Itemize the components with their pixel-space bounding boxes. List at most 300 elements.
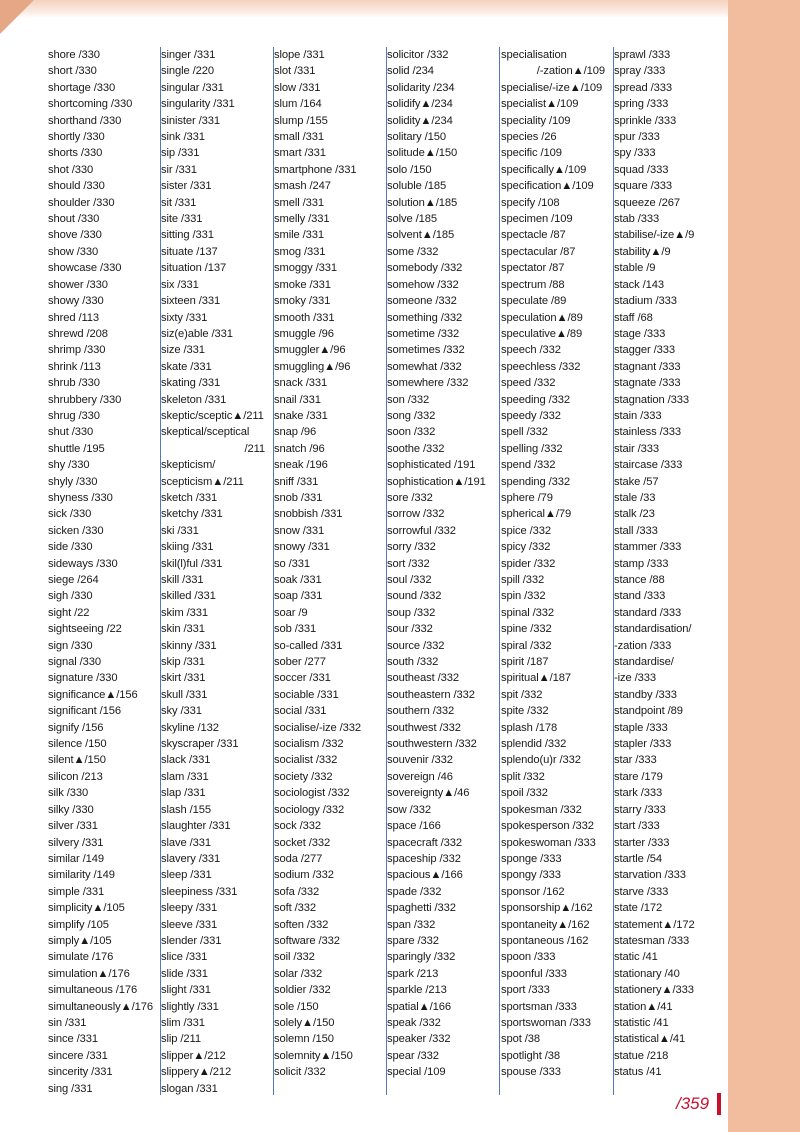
index-entry: soak /331 [274,574,322,586]
index-entry: simply▲/105 [48,934,112,947]
index-entry: sorry /332 [387,541,436,554]
index-entry: specific /109 [501,147,562,160]
index-entry: stage /333 [614,327,666,340]
index-entry: spicy /332 [501,541,551,554]
index-entry: sink /331 [161,131,205,144]
index-entry: simple /331 [48,885,105,898]
index-entry: spade /332 [387,885,442,898]
index-entry: sitting /331 [161,229,214,242]
index-entry: small /331 [274,131,324,144]
index-entry: slide /331 [161,967,208,980]
index-entry: shortcoming /330 [48,98,133,111]
index-entry: snobbish /331 [274,508,343,521]
index-entry: spur /333 [614,131,660,144]
index-entry: squad /333 [614,163,669,176]
index-entry: species /26 [501,131,557,144]
index-entry: snowy /331 [274,541,330,554]
index-entry: sow /332 [387,803,431,816]
index-entry: similarity /149 [48,869,115,882]
index-entry: sock /332 [274,820,321,833]
index-entry: spongy /333 [501,869,561,882]
index-entry: sodium /332 [274,869,334,882]
index-entry: stale /33 [614,491,656,504]
index-entry: specialist▲/109 [501,98,579,111]
index-entry: ski /331 [161,524,199,537]
index-entry: specifically▲/109 [501,163,587,176]
index-entry: sophisticated /191 [387,459,476,472]
index-entry: sovereignty▲/46 [387,787,470,800]
index-entry: standby /333 [614,688,677,701]
index-entry: sometimes /332 [387,344,465,357]
index-entry: slice /331 [161,951,208,964]
index-entry: soil /332 [274,951,315,964]
index-entry: signature /330 [48,672,118,685]
index-entry: south /332 [387,656,439,669]
index-entry: star /333 [614,754,657,767]
index-entry: smile /331 [274,229,324,242]
index-entry: speeding /332 [501,393,570,406]
index-entry: soldier /332 [274,984,331,997]
index-entry: stab /333 [614,213,660,226]
index-entry: smart /331 [274,147,326,160]
index-entry: spoonful /333 [501,967,567,980]
index-entry: shortly /330 [48,131,105,144]
index-entry: stabilise/-ize▲/9 [614,229,695,242]
index-entry: speech /332 [501,344,561,357]
index-entry: should /330 [48,180,105,193]
index-entry: shy /330 [48,459,90,472]
index-entry: slightly /331 [161,1000,219,1013]
index-entry: skinny /331 [161,639,217,652]
index-entry: social /331 [274,705,327,718]
index-entry: sociologist /332 [274,787,350,800]
index-entry: sober /277 [274,656,326,669]
index-entry: slap /331 [161,787,206,800]
index-entry: staff /68 [614,311,653,324]
index-entry: starry /333 [614,803,666,816]
corner-fold [0,0,34,34]
index-entry: spokesman /332 [501,803,582,816]
index-entry: spectacle /87 [501,229,566,242]
index-entry: similar /149 [48,852,104,865]
index-entry: silver /331 [48,820,98,833]
index-entry: spontaneous /162 [501,934,589,947]
index-entry: sin /331 [48,1016,87,1029]
index-entry: scepticism▲/211 [161,475,244,488]
index-column-1 [48,47,161,1095]
index-entry: statesman /333 [614,934,690,947]
index-entry: starvation /333 [614,869,686,882]
index-entry: solitary /150 [387,131,447,144]
index-entry: sketch /331 [161,491,218,504]
index-entry: shot /330 [48,163,94,176]
page-number-bar [717,1093,721,1115]
index-entry: socket /332 [274,836,331,849]
index-entry: speed /332 [501,377,556,390]
index-entry: slippery▲/212 [161,1066,232,1079]
index-entry: spatial▲/166 [387,1000,451,1013]
index-entry: skin /331 [161,623,205,636]
index-entry: shower /330 [48,278,108,291]
index-entry: spirit /187 [501,656,549,669]
index-entry: solo /150 [387,163,432,176]
index-entry: southeastern /332 [387,688,475,701]
index-entry: start /333 [614,820,660,833]
index-entry: sleeve /331 [161,918,218,931]
index-entry: spend /332 [501,459,556,472]
right-margin-band [728,0,800,1132]
index-entry: slope /331 [274,49,325,61]
index-entry: specialise/-ize▲/109 [501,81,603,94]
index-entry: shoulder /330 [48,196,115,209]
index-entry: society /332 [274,770,333,783]
index-entry: snail /331 [274,393,321,406]
index-entry: stammer /333 [614,541,682,554]
index-entry: status /41 [614,1066,662,1079]
index-entry: standardisation/ [614,623,692,636]
index-entry: sparkle /213 [387,984,447,997]
index-entry: sponge /333 [501,852,562,865]
index-entry: stagnate /333 [614,377,681,390]
index-entry: sphere /79 [501,491,553,504]
index-entry: slam /331 [161,770,209,783]
index-entry: sinister /331 [161,114,221,127]
index-entry: showy /330 [48,295,104,308]
index-entry: shore /330 [48,49,100,61]
index-entry: shrewd /208 [48,327,108,340]
index-entry: soft /332 [274,902,317,915]
index-entry: sister /331 [161,180,212,193]
index-entry: spectator /87 [501,262,565,275]
index-entry: spray /333 [614,65,666,78]
index-entry: sip /331 [161,147,200,160]
index-entry: stapler /333 [614,738,672,751]
index-entry: silky /330 [48,803,94,816]
index-entry: smell /331 [274,196,324,209]
index-entry: span /332 [387,918,436,931]
index-entry: skyscraper /331 [161,738,239,751]
index-entry: socialist /332 [274,754,338,767]
index-entry: soup /332 [387,606,436,619]
index-entry: speculation▲/89 [501,311,583,324]
index-entry: slack /331 [161,754,211,767]
index-entry: soap /331 [274,590,323,603]
index-entry: sing /331 [48,1082,93,1095]
index-entry: stadium /333 [614,295,677,308]
index-entry: state /172 [614,902,663,915]
index-entry: sour /332 [387,623,433,636]
index-entry: shove /330 [48,229,102,242]
index-entry: statement▲/172 [614,918,695,931]
index-entry: sofa /332 [274,885,320,898]
index-entry: skeptic/sceptic▲/211 [161,409,264,422]
index-entry: sport /333 [501,984,550,997]
index-entry: spread /333 [614,81,672,94]
index-entry: sometime /332 [387,327,460,340]
index-entry: spit /332 [501,688,543,701]
index-entry: spiritual▲/187 [501,672,571,685]
index-entry: sponsorship▲/162 [501,902,593,915]
index-entry: shuttle /195 [48,442,105,455]
index-entry: sorrow /332 [387,508,445,521]
index-entry: staircase /333 [614,459,683,472]
index-entry: showcase /330 [48,262,122,275]
index-entry: spherical▲/79 [501,508,572,521]
index-entry: smuggler▲/96 [274,344,346,357]
index-entry: spite /332 [501,705,549,718]
index-entry: significance▲/156 [48,688,138,701]
index-entry: spare /332 [387,934,439,947]
index-entry: shout /330 [48,213,100,226]
top-decorative-band [0,0,800,18]
index-entry: sir /331 [161,163,197,176]
index-entry: shred /113 [48,311,100,324]
index-entry: slip /211 [161,1033,201,1046]
index-entry: single /220 [161,65,215,78]
index-entry: spokesperson /332 [501,820,594,833]
index-entry: solicitor /332 [387,49,449,61]
index-entry: simplicity▲/105 [48,902,125,915]
index-entry: signal /330 [48,656,102,669]
index-entry: standpoint /89 [614,705,683,718]
index-entry: skiing /331 [161,541,214,554]
index-entry: somewhere /332 [387,377,469,390]
index-entry: sincerity /331 [48,1066,113,1079]
index-entry: starter /333 [614,836,670,849]
index-entry: sixteen /331 [161,295,221,308]
index-entry: square /333 [614,180,672,193]
index-entry: solidarity /234 [387,81,455,94]
index-entry: spokeswoman /333 [501,836,596,849]
index-entry: software /332 [274,934,340,947]
index-entry: smooth /331 [274,311,335,324]
index-entry: spotlight /38 [501,1049,561,1062]
page-number: /359 [676,1094,710,1113]
index-entry: source /332 [387,639,445,652]
index-entry: southwestern /332 [387,738,477,751]
index-entry: something /332 [387,311,463,324]
index-entry: shorts /330 [48,147,103,160]
index-entry: specification▲/109 [501,180,594,193]
index-entry: solely▲/150 [274,1016,335,1029]
index-column-2 [161,47,274,1095]
index-entry: smelly /331 [274,213,330,226]
index-entry: spear /332 [387,1049,439,1062]
index-entry: stack /143 [614,278,664,291]
index-entry: son /332 [387,393,430,406]
index-entry: -zation /333 [614,639,672,652]
index-entry: sniff /331 [274,475,319,488]
index-entry: sleepy /331 [161,902,218,915]
index-entry: siz(e)able /331 [161,327,233,340]
index-entry: /-zation▲/109 [536,65,605,78]
index-entry: smash /247 [274,180,331,193]
index-entry: sovereign /46 [387,770,453,783]
index-entry: slender /331 [161,934,222,947]
index-entry: signify /156 [48,721,104,734]
index-entry: silicon /213 [48,770,103,783]
index-entry: sick /330 [48,508,92,521]
index-entry: sightseeing /22 [48,623,122,636]
index-entry: specimen /109 [501,213,573,226]
index-entry: simulate /176 [48,951,114,964]
index-entry: spot /38 [501,1033,541,1046]
index-entry: stain /333 [614,409,662,422]
index-entry: sky /331 [161,705,202,718]
index-entry: sore /332 [387,491,433,504]
index-entry: spill /332 [501,574,545,586]
index-entry: spacecraft /332 [387,836,462,849]
index-entry: stable /9 [614,262,656,275]
index-entry: speedy /332 [501,409,561,422]
index-entry: simultaneous /176 [48,984,138,997]
index-entry: sleepiness /331 [161,885,238,898]
index-entry: slot /331 [274,65,316,78]
index-entry: skil(l)ful /331 [161,557,223,570]
index-entry: so-called /331 [274,639,343,652]
index-entry: slim /331 [161,1016,205,1029]
index-entry: spacious▲/166 [387,869,463,882]
index-entry: solitude▲/150 [387,147,458,160]
index-entry: sorrowful /332 [387,524,456,537]
index-entry: soar /9 [274,606,308,619]
index-entry: skating /331 [161,377,221,390]
index-entry: spice /332 [501,524,551,537]
index-entry: skeleton /331 [161,393,227,406]
index-entry: snow /331 [274,524,325,537]
index-entry: site /331 [161,213,203,226]
index-entry: smoke /331 [274,278,331,291]
index-entry: spontaneity▲/162 [501,918,590,931]
index-entry: socialism /332 [274,738,344,751]
index-entry: sneak /196 [274,459,328,472]
index-entry: southeast /332 [387,672,459,685]
index-entry: slum /164 [274,98,322,111]
index-entry: silence /150 [48,738,107,751]
index-entry: side /330 [48,541,93,554]
index-entry: space /166 [387,820,441,833]
index-entry: sideways /330 [48,557,118,570]
index-entry: stagnation /333 [614,393,690,406]
index-entry: shrimp /330 [48,344,106,357]
index-entry: soothe /332 [387,442,445,455]
index-entry: slogan /331 [161,1082,218,1095]
index-entry: snatch /96 [274,442,325,455]
index-entry: sincere /331 [48,1049,108,1062]
index-entry: situate /137 [161,245,218,258]
index-entry: singer /331 [161,49,216,61]
index-entry: smoky /331 [274,295,331,308]
index-entry: spoil /332 [501,787,548,800]
index-entry: starve /333 [614,885,669,898]
index-entry: sprawl /333 [614,49,671,61]
index-entry: staple /333 [614,721,668,734]
index-entry: spouse /333 [501,1066,561,1079]
index-entry: stagnant /333 [614,360,681,373]
index-entry: skilled /331 [161,590,216,603]
index-entry: startle /54 [614,852,663,865]
index-entry: snap /96 [274,426,317,439]
index-entry: soul /332 [387,574,432,586]
index-entry: song /332 [387,409,436,422]
index-entry: skyline /132 [161,721,219,734]
index-entry: sound /332 [387,590,442,603]
index-entry: sit /331 [161,196,197,209]
index-entry: soluble /185 [387,180,447,193]
index-entry: sixty /331 [161,311,208,324]
index-entry: since /331 [48,1033,98,1046]
index-entry: solidity▲/234 [387,114,453,127]
index-entry: spectacular /87 [501,245,576,258]
index-entry: specify /108 [501,196,560,209]
index-entry: stalk /23 [614,508,655,521]
index-entry: spring /333 [614,98,669,111]
index-entry: spiral /332 [501,639,552,652]
index-entry: spin /332 [501,590,546,603]
index-entry: stance /88 [614,574,665,586]
index-entry: squeeze /267 [614,196,680,209]
index-entry: split /332 [501,770,545,783]
index-entry: snack /331 [274,377,328,390]
index-entry: shortage /330 [48,81,116,94]
index-entry: spaceship /332 [387,852,461,865]
index-entry: splendo(u)r /332 [501,754,581,767]
index-entry: spine /332 [501,623,552,636]
index-entry: speak /332 [387,1016,441,1029]
index-entry: stainless /333 [614,426,682,439]
index-entry: simultaneously▲/176 [48,1000,153,1013]
index-entry: sleep /331 [161,869,212,882]
index-entry: stationary /40 [614,967,680,980]
index-entry: so /331 [274,557,310,570]
index-entry: solvent▲/185 [387,229,455,242]
index-entry: soda /277 [274,852,323,865]
index-entry: sociable /331 [274,688,339,701]
index-entry: spark /213 [387,967,439,980]
index-entry: size /331 [161,344,205,357]
index-entry: slow /331 [274,81,321,94]
index-entry: /211 [244,442,265,455]
index-entry: slight /331 [161,984,211,997]
index-entry: southern /332 [387,705,455,718]
index-entry: silk /330 [48,787,89,800]
index-entry: solid /234 [387,65,434,78]
index-entry: slave /331 [161,836,211,849]
index-entry: standard /333 [614,606,682,619]
index-entry: sigh /330 [48,590,93,603]
index-entry: southwest /332 [387,721,461,734]
index-entry: solemnity▲/150 [274,1049,353,1062]
index-entry: sign /330 [48,639,93,652]
index-entry: static /41 [614,951,658,964]
index-entry: sociology /332 [274,803,345,816]
index-column-6 [614,47,726,1095]
index-entry: spending /332 [501,475,570,488]
index-entry: shrub /330 [48,377,100,390]
index-entry: stair /333 [614,442,660,455]
index-entry: soften /332 [274,918,329,931]
index-entry: station▲/41 [614,1000,673,1013]
index-entry: smog /331 [274,245,326,258]
index-entry: stamp /333 [614,557,669,570]
index-entry: sob /331 [274,623,317,636]
index-entry: spell /332 [501,426,548,439]
index-entry: speaker /332 [387,1033,451,1046]
index-entry: solemn /150 [274,1033,334,1046]
index-entry: skull /331 [161,688,208,701]
index-entry: simulation▲/176 [48,967,130,980]
index-entry: smoggy /331 [274,262,337,275]
